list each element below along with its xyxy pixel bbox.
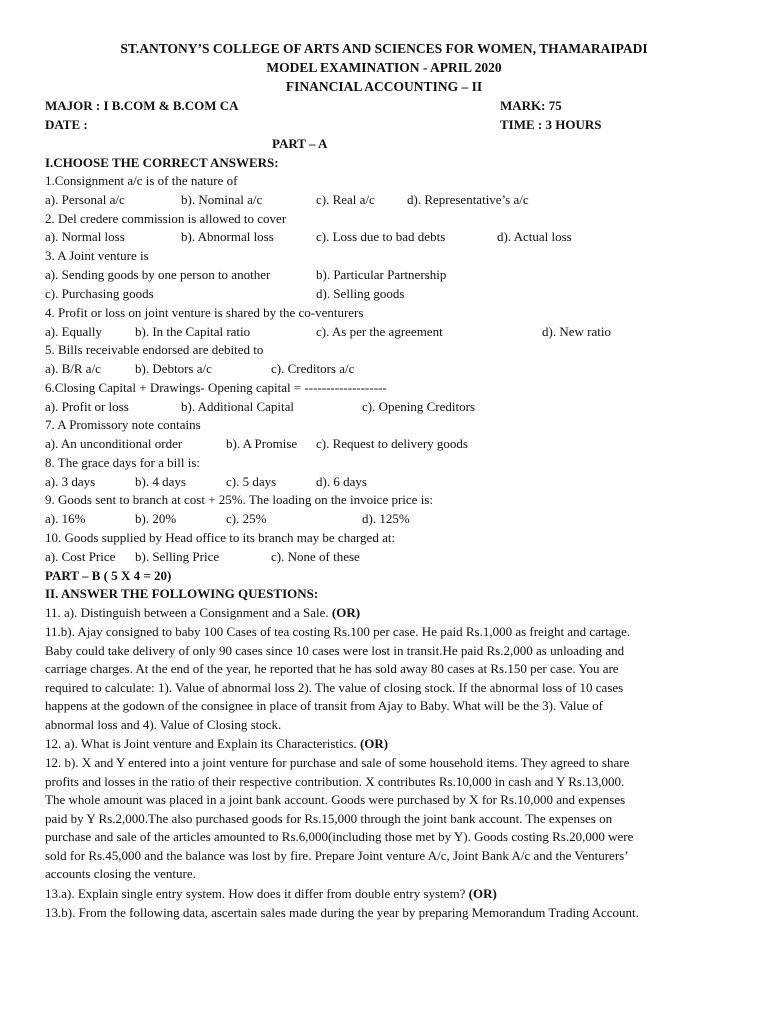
question-1: 1.Consignment a/c is of the nature of: [45, 173, 238, 188]
option: a). An unconditional order: [45, 436, 183, 451]
option: a). Equally: [45, 324, 103, 339]
option: a). Normal loss: [45, 229, 125, 244]
option: a). Cost Price: [45, 549, 116, 564]
option: b). 20%: [135, 511, 177, 526]
question-11b: 11.b). Ajay consigned to baby 100 Cases of tea costing Rs.100 per case. He paid Rs.1,000 as freight and cartage. Baby could take delivery of only 90 cases since 10 cases were lost in transit.He paid Rs.2,000 as unloading and carriage charges. At the end of the year, he reported that he has sold away 80 cases at Rs.150 per case. You are required to calculate: 1). Value of abnormal loss 2). The value of closing stock. If the abnormal loss of 10 cases happens at the godown of the consignee in place of transit from Ajay to Baby. What will be the 3). Value of abnormal loss and 4). Value of Closing stock.: [45, 624, 631, 732]
option: d). Selling goods: [316, 286, 405, 301]
option: a). 16%: [45, 511, 86, 526]
option: d). New ratio: [542, 324, 611, 339]
question-11a: 11. a). Distinguish between a Consignment and a Sale. (OR): [45, 605, 361, 620]
question-10: 10. Goods supplied by Head office to its branch may be charged at:: [45, 530, 396, 545]
option: c). Real a/c: [316, 192, 375, 207]
question-7: 7. A Promissory note contains: [45, 417, 201, 432]
date-label: DATE :: [45, 117, 88, 132]
option: b). Abnormal loss: [181, 229, 274, 244]
time-label: TIME : 3 HOURS: [500, 117, 602, 132]
major-label: MAJOR : I B.COM & B.COM CA: [45, 98, 239, 113]
option: a). B/R a/c: [45, 361, 101, 376]
option: b). 4 days: [135, 474, 186, 489]
option: a). 3 days: [45, 474, 96, 489]
option: c). Creditors a/c: [271, 361, 355, 376]
or-label: (OR): [331, 605, 361, 620]
option: c). Loss due to bad debts: [316, 229, 446, 244]
question-4: 4. Profit or loss on joint venture is shared by the co-venturers: [45, 305, 364, 320]
option: c). Purchasing goods: [45, 286, 154, 301]
option: c). 25%: [226, 511, 267, 526]
question-12b: 12. b). X and Y entered into a joint venture for purchase and sale of some household items. They agreed to share profits and losses in the ratio of their respective contribution. X contributes Rs.10,000 in cash and Y Rs.13,000. The whole amount was placed in a joint bank account. Goods were purchased by X for Rs.10,000 and expenses paid by Y Rs.2,000.The also purchased goods for Rs.15,000 through the joint bank account. The expenses on purchase and sale of the articles amounted to Rs.6,000(including those met by Y). Goods costing Rs.20,000 were sold for Rs.45,000 and the balance was lost by fire. Prepare Joint venture A/c, Joint Bank A/c and the Venturers’ accounts closing the venture.: [45, 755, 634, 881]
question-13b: 13.b). From the following data, ascertain sales made during the year by preparing Memorandum Trading Account.: [45, 905, 639, 920]
option: c). As per the agreement: [316, 324, 443, 339]
question-12a: 12. a). What is Joint venture and Explain its Characteristics. (OR): [45, 736, 389, 751]
option: c). None of these: [271, 549, 360, 564]
option: b). A Promise: [226, 436, 298, 451]
question-9: 9. Goods sent to branch at cost + 25%. The loading on the invoice price is:: [45, 492, 433, 507]
mark-label: MARK: 75: [500, 98, 562, 113]
question-6: 6.Closing Capital + Drawings- Opening capital = -------------------: [45, 380, 387, 395]
part-a-title: PART – A: [272, 136, 328, 151]
option: b). Nominal a/c: [181, 192, 263, 207]
exam-title: MODEL EXAMINATION - APRIL 2020: [266, 60, 502, 75]
part-b-heading: II. ANSWER THE FOLLOWING QUESTIONS:: [45, 586, 319, 601]
option: c). Request to delivery goods: [316, 436, 468, 451]
option: d). 125%: [362, 511, 410, 526]
option: c). 5 days: [226, 474, 277, 489]
question-2: 2. Del credere commission is allowed to cover: [45, 211, 287, 226]
option: d). Actual loss: [497, 229, 572, 244]
question-5: 5. Bills receivable endorsed are debited to: [45, 342, 264, 357]
question-13a: 13.a). Explain single entry system. How does it differ from double entry system? (OR): [45, 886, 497, 901]
or-label: (OR): [359, 736, 389, 751]
option: b). Debtors a/c: [135, 361, 212, 376]
part-a-heading: I.CHOOSE THE CORRECT ANSWERS:: [45, 155, 279, 170]
question-3: 3. A Joint venture is: [45, 248, 149, 263]
option: d). 6 days: [316, 474, 367, 489]
or-label: (OR): [468, 886, 497, 901]
option: a). Profit or loss: [45, 399, 129, 414]
option: d). Representative’s a/c: [407, 192, 529, 207]
subject-title: FINANCIAL ACCOUNTING – II: [285, 79, 483, 94]
option: a). Personal a/c: [45, 192, 125, 207]
question-8: 8. The grace days for a bill is:: [45, 455, 200, 470]
option: a). Sending goods by one person to another: [45, 267, 271, 282]
option: c). Opening Creditors: [362, 399, 476, 414]
option: b). In the Capital ratio: [135, 324, 251, 339]
option: b). Additional Capital: [181, 399, 295, 414]
part-b-title: PART – B ( 5 X 4 = 20): [45, 568, 172, 583]
option: b). Particular Partnership: [316, 267, 447, 282]
college-name: ST.ANTONY’S COLLEGE OF ARTS AND SCIENCES FOR WOMEN, THAMARAIPADI: [120, 41, 648, 56]
option: b). Selling Price: [135, 549, 220, 564]
